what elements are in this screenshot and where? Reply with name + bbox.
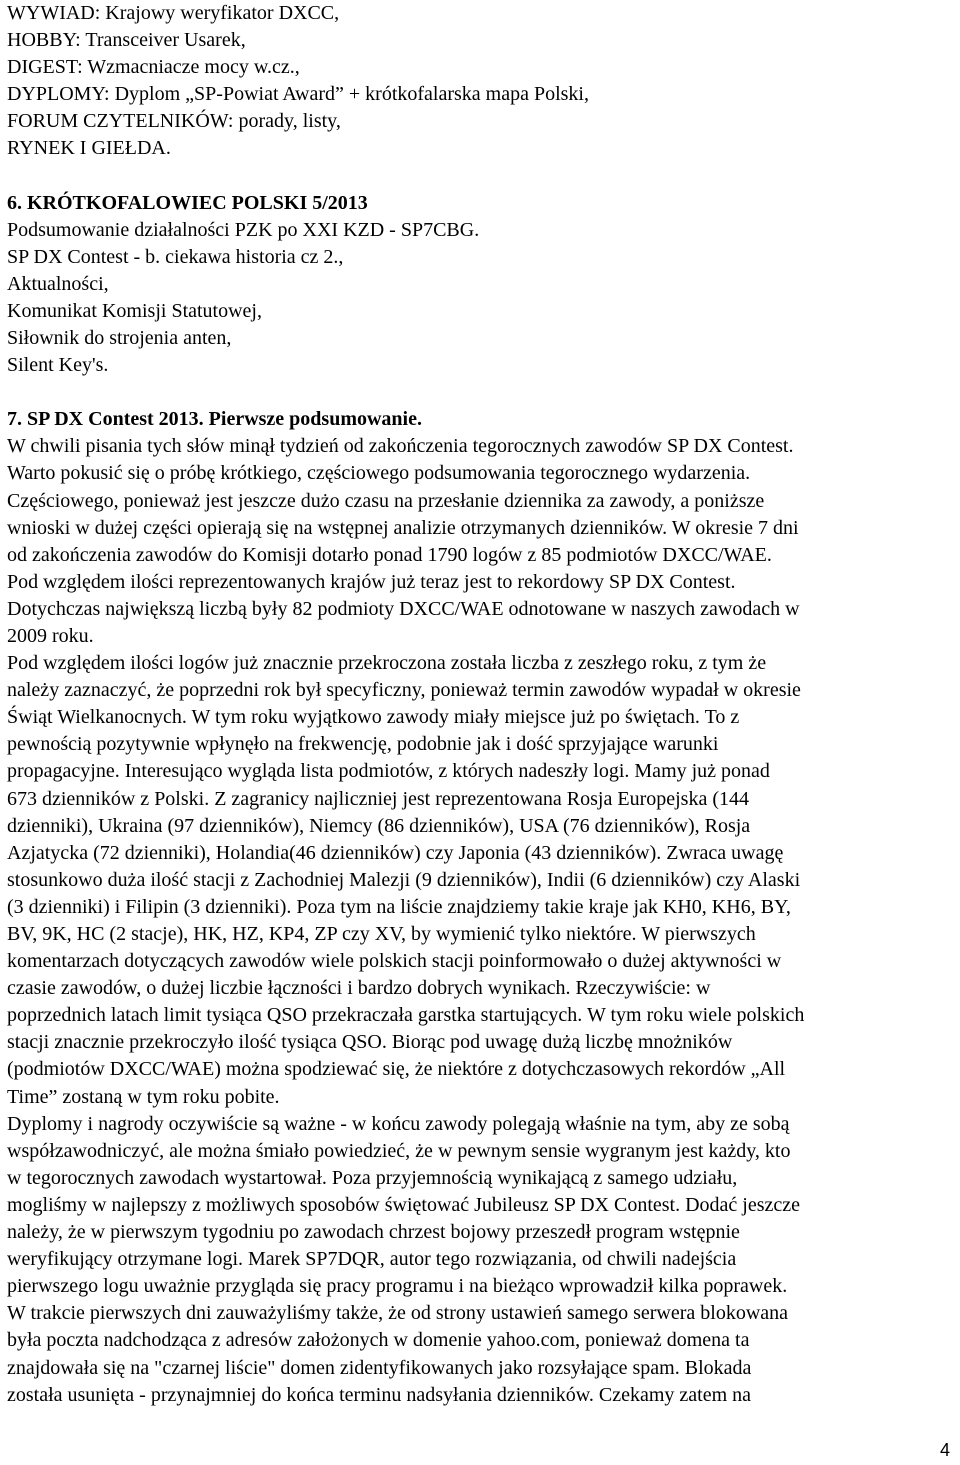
body-line: Azjatycka (72 dzienniki), Holandia(46 dzienników) czy Japonia (43 dzienników). Zwraca uwagę [7,841,784,864]
contents-line: SP DX Contest - b. ciekawa historia cz 2., [7,245,344,268]
body-line: dzienniki), Ukraina (97 dzienników), Niemcy (86 dzienników), USA (76 dzienników), Rosja [7,814,751,837]
body-line: należy zaznaczyć, że poprzedni rok był specyficzny, ponieważ termin zawodów wypadał w okresie [7,679,801,702]
body-line: pewnością pozytywnie wpłynęło na frekwencję, podobnie jak i dość sprzyjające warunki [7,733,719,756]
body-line: Time” zostaną w tym roku pobite. [7,1085,280,1108]
contents-line: Komunikat Komisji Statutowej, [7,299,262,322]
contents-line: RYNEK I GIEŁDA. [7,137,171,160]
body-line: W trakcie pierwszych dni zauważyliśmy także, że od strony ustawień samego serwera blokowana [7,1302,789,1325]
spacer [7,379,955,406]
body-line: BV, 9K, HC (2 stacje), HK, HZ, KP4, ZP czy XV, by wymienić tylko niektóre. W pierwszych [7,923,756,945]
body-line: należy, że w pierwszym tygodniu po zawodach chrzest bojowy przeszedł program wstępnie [7,1221,740,1244]
body-line: stacji znacznie przekroczyło ilość tysiąca QSO. Biorąc pod uwagę dużą liczbę mnożników [7,1031,733,1054]
body-line: Świąt Wielkanocnych. W tym roku wyjątkowo zawody miały miejsce już po świętach. To z [7,706,740,729]
contents-line: HOBBY: Transceiver Usarek, [7,29,246,52]
body-line: Pod względem ilości logów już znacznie przekroczona została liczba z zeszłego roku, z tym że [7,652,767,675]
section-6-contents [7,217,955,380]
body-line: Dotychczas największą liczbą były 82 podmioty DXCC/WAE odnotowane w naszych zawodach w [7,597,800,620]
page-number: 4 [939,1440,950,1460]
body-line: stosunkowo duża ilość stacji z Zachodniej Malezji (9 dzienników), Indii (6 dzienników) czy Alaski [7,868,801,891]
body-line: Pod względem ilości reprezentowanych krajów już teraz jest to rekordowy SP DX Contest. [7,570,736,593]
body-line: (podmiotów DXCC/WAE) można spodziewać się, że niektóre z dotychczasowych rekordów „All [7,1058,786,1081]
body-line: 2009 roku. [7,624,94,647]
body-line: została usunięta - przynajmniej do końca terminu nadsyłania dzienników. Czekamy zatem na [7,1383,752,1406]
section-7-title: 7. SP DX Contest 2013. Pierwsze podsumowanie. [7,408,422,431]
body-line: (3 dzienniki) i Filipin (3 dzienniki). Poza tym na liście znajdziemy takie kraje jak KH0, KH6, BY, [7,895,791,918]
contents-line: Podsumowanie działalności PZK po XXI KZD - SP7CBG. [7,218,480,241]
spacer [7,163,955,190]
contents-list [7,0,955,163]
contents-line: DIGEST: Wzmacniacze mocy w.cz., [7,56,300,79]
body-line: poprzednich latach limit tysiąca QSO przekraczała garstka startujących. W tym roku wiele polskich [7,1004,805,1027]
body-line: wnioski w dużej części opierają się na wstępnej analizie otrzymanych dzienników. W okresie 7 dni [7,516,799,539]
body-line: mogliśmy w najlepszy z możliwych sposobów świętować Jubileusz SP DX Contest. Dodać jeszcze [7,1193,801,1216]
body-line: propagacyjne. Interesująco wygląda lista podmiotów, z których nadeszły logi. Mamy już ponad [7,760,770,783]
body-line: Dyplomy i nagrody oczywiście są ważne - w końcu zawody polegają właśnie na tym, aby ze sobą [7,1112,790,1135]
contents-line: Silent Key's. [7,354,109,377]
document-page [7,0,955,1409]
body-line: współzawodniczyć, ale można śmiało powiedzieć, że w pewnym sensie wygranym jest każdy, kto [7,1139,791,1162]
body-line: Warto pokusić się o próbę krótkiego, częściowego podsumowania tegorocznego wydarzenia. [7,462,751,485]
body-line: weryfikujący otrzymane logi. Marek SP7DQR, autor tego rozwiązania, od chwili nadejścia [7,1248,737,1271]
section-7-body [7,433,955,1408]
section-6-title: 6. KRÓTKOFALOWIEC POLSKI 5/2013 [7,191,368,214]
contents-line: DYPLOMY: Dyplom „SP-Powiat Award” + krótkofalarska mapa Polski, [7,83,589,106]
body-line: czasie zawodów, o dużej liczbie łączności i bardzo dobrych wynikach. Rzeczywiście: w [7,977,711,1000]
body-line: Częściowego, ponieważ jest jeszcze dużo czasu na przesłanie dziennika za zawody, a poniższe [7,489,765,512]
body-line: 673 dzienników z Polski. Z zagranicy najliczniej jest reprezentowana Rosja Europejska (144 [7,787,749,810]
body-line: W chwili pisania tych słów minął tydzień od zakończenia tegorocznych zawodów SP DX Contest. [7,435,794,458]
contents-line: FORUM CZYTELNIKÓW: porady, listy, [7,110,341,133]
contents-line: Aktualności, [7,272,109,295]
contents-line: WYWIAD: Krajowy weryfikator DXCC, [7,2,340,24]
body-line: komentarzach dotyczących zawodów wiele polskich stacji poinformowało o dużej aktywności w [7,950,782,973]
contents-line: Siłownik do strojenia anten, [7,327,232,350]
body-line: od zakończenia zawodów do Komisji dotarło ponad 1790 logów z 85 podmiotów DXCC/WAE. [7,543,772,566]
body-line: pierwszego logu uważnie przygląda się pracy programu i na bieżąco wprowadził kilka poprawek. [7,1275,788,1298]
body-line: była poczta nadchodząca z adresów założonych w domenie yahoo.com, ponieważ domena ta [7,1329,750,1352]
body-line: w tegorocznych zawodach wystartował. Poza przyjemnością wynikającą z samego udziału, [7,1166,738,1189]
body-line: znajdowała się na "czarnej liście" domen zidentyfikowanych jako rozsyłające spam. Blokada [7,1356,752,1379]
